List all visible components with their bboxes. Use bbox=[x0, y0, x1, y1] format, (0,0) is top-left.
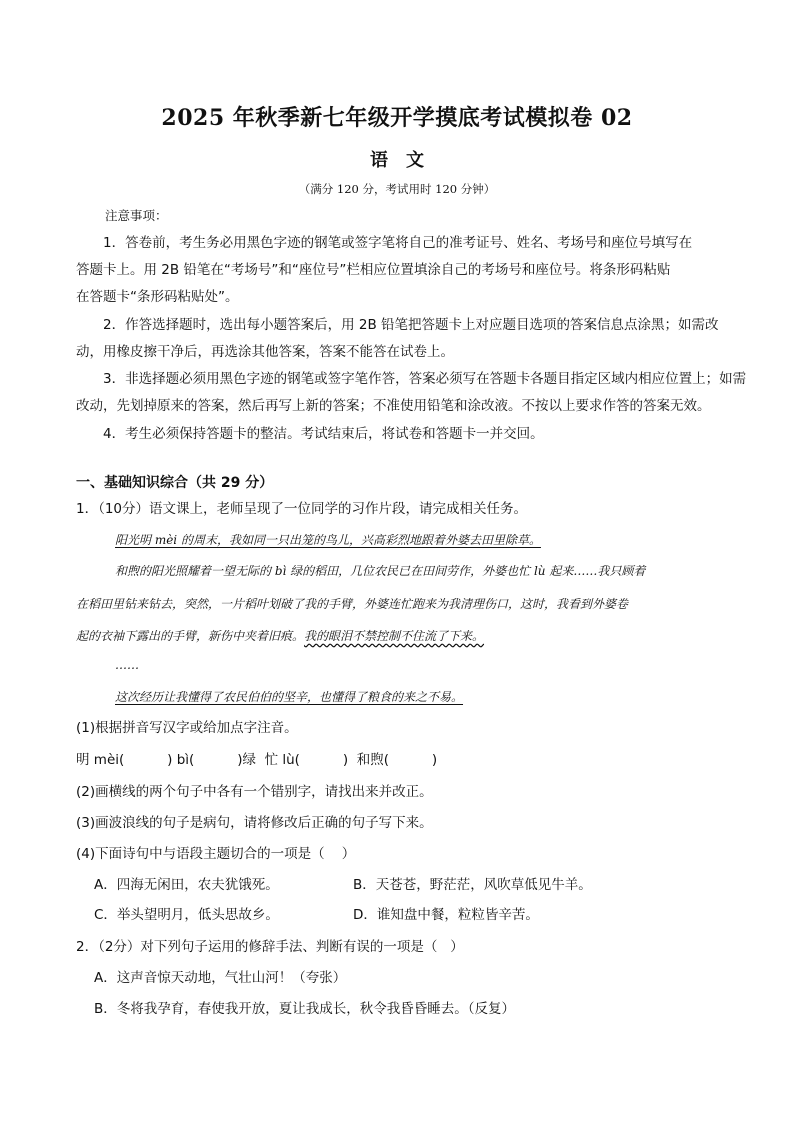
wavy-sentence: 我的眼泪不禁控制不住流了下来。 bbox=[304, 629, 485, 643]
score-note: （满分 120 分，考试用时 120 分钟） bbox=[298, 182, 496, 196]
notice-item-1-line-3: 在答题卡“条形码粘贴处”。 bbox=[76, 289, 239, 305]
passage-line-4-text: 起的衣袖下露出的手臂，新伤中夹着旧痕。 bbox=[76, 629, 305, 643]
notice-item-2-line-1: 2．作答选择题时，选出每小题答案后，用 2B 铅笔把答题卡上对应题目选项的答案信息点涂黑；如需改 bbox=[103, 317, 719, 333]
sub-question-1: (1)根据拼音写汉字或给加点字注音。 bbox=[76, 720, 298, 736]
passage-line-5: 这次经历让我懂得了农民伯伯的坚辛，也懂得了粮食的来之不易。 bbox=[115, 690, 464, 704]
option-a: A．四海无闲田，农夫犹饿死。 bbox=[94, 877, 279, 893]
question-2-option-b: B．冬将我孕育，春使我开放，夏让我成长，秋令我昏昏睡去。（反复） bbox=[94, 1001, 516, 1017]
subject-title: 语文 bbox=[370, 150, 442, 171]
sub-question-2: (2)画横线的两个句子中各有一个错别字，请找出来并改正。 bbox=[76, 784, 433, 800]
notice-item-2-line-2: 动，用橡皮擦干净后，再选涂其他答案，答案不能答在试卷上。 bbox=[76, 344, 454, 360]
section-heading: 一、基础知识综合（共 29 分） bbox=[76, 475, 274, 491]
passage-line-3: 在稻田里钻来钻去，突然，一片稻叶划破了我的手臂，外婆连忙跑来为我清理伤口，这时，我看到外婆卷 bbox=[76, 597, 629, 611]
notice-item-3-line-2: 改动，先划掉原来的答案，然后再写上新的答案；不准使用铅笔和涂改液。不按以上要求作答的答案无效。 bbox=[76, 398, 711, 414]
notice-heading: 注意事项： bbox=[105, 208, 168, 223]
notice-item-1-line-1: 1．答卷前，考生务必用黑色字迹的钢笔或签字笔将自己的准考证号、姓名、考场号和座位号填写在 bbox=[103, 235, 693, 251]
question-2-option-a: A．这声音惊天动地，气壮山河！（夸张） bbox=[94, 970, 347, 986]
question-2-stem: 2．（2分）对下列句子运用的修辞手法、判断有误的一项是（ ） bbox=[76, 939, 464, 955]
notice-item-4: 4．考生必须保持答题卡的整洁。考试结束后，将试卷和答题卡一并交回。 bbox=[103, 426, 544, 442]
passage-line-4 bbox=[76, 627, 484, 645]
pinyin-fill-line: 明 mèi( ) bì( )绿 忙 lù( ) 和煦( ) bbox=[76, 752, 438, 768]
passage-line-1: 阳光明 mèi 的周末，我如同一只出笼的鸟儿，兴高彩烈地跟着外婆去田里除草。 bbox=[115, 533, 541, 547]
option-d: D．谁知盘中餐，粒粒皆辛苦。 bbox=[353, 907, 539, 923]
notice-item-3-line-1: 3．非选择题必须用黑色字迹的钢笔或签字笔作答，答案必须写在答题卡各题目指定区域内相应位置上；如需 bbox=[103, 371, 747, 387]
option-c: C．举头望明月，低头思故乡。 bbox=[94, 907, 279, 923]
option-b: B．天苍苍，野茫茫，风吹草低见牛羊。 bbox=[353, 877, 592, 893]
passage-ellipsis: …… bbox=[115, 658, 139, 672]
sub-question-3: (3)画波浪线的句子是病句，请将修改后正确的句子写下来。 bbox=[76, 815, 433, 831]
question-1-stem: 1．（10分）语文课上，老师呈现了一位同学的习作片段，请完成相关任务。 bbox=[76, 501, 528, 517]
exam-title: 2025 年秋季新七年级开学摸底考试模拟卷 02 bbox=[161, 105, 633, 131]
notice-item-1-line-2: 答题卡上。用 2B 铅笔在“考场号”和“座位号”栏相应位置填涂自己的考场号和座位号。将条形码粘贴 bbox=[76, 262, 671, 278]
passage-line-2: 和煦的阳光照耀着一望无际的 bì 绿的稻田，几位农民已在田间劳作，外婆也忙 lù 起来……我只顾着 bbox=[115, 564, 646, 578]
sub-question-4: (4)下面诗句中与语段主题切合的一项是（ ） bbox=[76, 846, 356, 862]
